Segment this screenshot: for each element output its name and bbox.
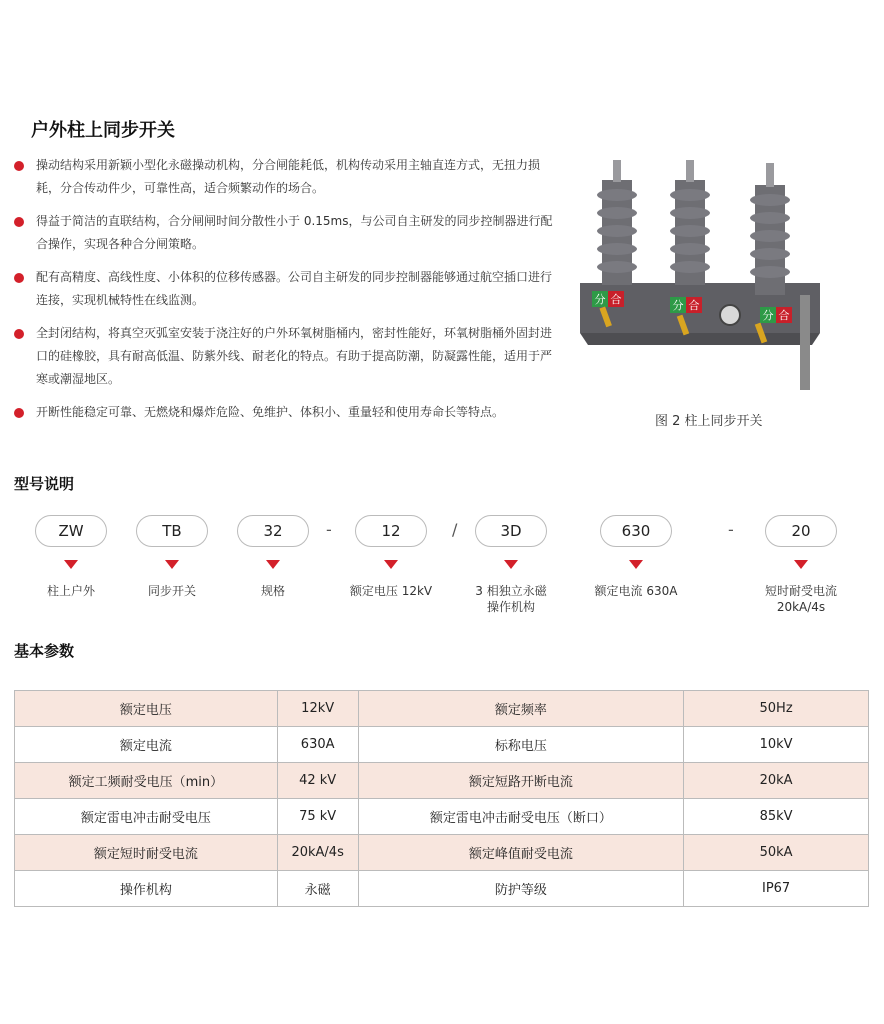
down-triangle-icon bbox=[165, 560, 179, 569]
list-item-text: 全封闭结构，将真空灭弧室安装于浇注好的户外环氧树脂桶内，密封性能好，环氧树脂桶外固封进口的硅橡胶，具有耐高低温、防紫外线、耐老化的特点。有助于提高防潮，防凝露性能，适用于严寒或潮湿地区。 bbox=[36, 326, 553, 386]
table-cell: 75 kV bbox=[277, 799, 358, 835]
model-code-630: 630 bbox=[600, 515, 672, 547]
list-item bbox=[14, 401, 554, 424]
open-label: 分 bbox=[594, 293, 606, 306]
list-item-text: 配有高精度、高线性度、小体积的位移传感器。公司自主研发的同步控制器能够通过航空插口进行连接，实现机械特性在线监测。 bbox=[36, 270, 553, 307]
table-cell: 额定短路开断电流 bbox=[358, 763, 684, 799]
model-desc-32: 规格 bbox=[260, 584, 285, 598]
table-cell: 额定雷电冲击耐受电压（断口） bbox=[358, 799, 684, 835]
table-cell: 20kA/4s bbox=[277, 835, 358, 871]
switch-product-image bbox=[580, 155, 820, 395]
open-close-label-3 bbox=[760, 307, 792, 323]
model-desc-tb: 同步开关 bbox=[147, 584, 196, 598]
insulator-pole-right bbox=[750, 163, 790, 295]
page-title: 户外柱上同步开关 bbox=[31, 120, 175, 141]
parameter-table bbox=[14, 690, 869, 907]
table-cell: 永磁 bbox=[277, 871, 358, 907]
table-cell: 85kV bbox=[684, 799, 869, 835]
table-cell: 20kA bbox=[684, 763, 869, 799]
table-cell: 50kA bbox=[684, 835, 869, 871]
insulator-pole-left bbox=[597, 160, 637, 285]
down-triangle-icon bbox=[504, 560, 518, 569]
open-close-label-2 bbox=[670, 297, 702, 313]
down-triangle-icon bbox=[384, 560, 398, 569]
model-desc-12: 额定电压 12kV bbox=[349, 584, 433, 598]
table-cell: 额定峰值耐受电流 bbox=[358, 835, 684, 871]
model-code-32: 32 bbox=[237, 515, 309, 547]
insulator-pole-middle bbox=[670, 160, 710, 285]
model-separator: - bbox=[326, 520, 332, 539]
table-cell: 额定雷电冲击耐受电压 bbox=[15, 799, 278, 835]
table-cell: 额定频率 bbox=[358, 691, 684, 727]
list-item bbox=[14, 322, 554, 391]
table-row bbox=[15, 799, 869, 835]
list-item bbox=[14, 210, 554, 256]
table-cell: 额定电流 bbox=[15, 727, 278, 763]
table-cell: 10kV bbox=[684, 727, 869, 763]
bullet-dot-icon bbox=[14, 273, 24, 283]
model-desc-20: 短时耐受电流 20kA/4s bbox=[764, 584, 837, 614]
model-code-12: 12 bbox=[355, 515, 427, 547]
table-cell: 标称电压 bbox=[358, 727, 684, 763]
table-cell: 额定电压 bbox=[15, 691, 278, 727]
down-triangle-icon bbox=[266, 560, 280, 569]
table-cell: 额定短时耐受电流 bbox=[15, 835, 278, 871]
list-item-text: 得益于简洁的直联结构，合分闸闸时间分散性小于 0.15ms，与公司自主研发的同步控制器进行配合操作，实现各种合分闸策略。 bbox=[36, 214, 553, 251]
table-row bbox=[15, 727, 869, 763]
down-triangle-icon bbox=[629, 560, 643, 569]
model-desc-630: 额定电流 630A bbox=[594, 584, 678, 598]
switch-housing-bottom bbox=[580, 333, 820, 345]
table-cell: 50Hz bbox=[684, 691, 869, 727]
table-cell: 额定工频耐受电压（min） bbox=[15, 763, 278, 799]
table-row bbox=[15, 871, 869, 907]
bullet-dot-icon bbox=[14, 161, 24, 171]
model-separator: - bbox=[728, 520, 734, 539]
model-code-zw: ZW bbox=[35, 515, 107, 547]
model-code-tb: TB bbox=[136, 515, 208, 547]
table-cell: 12kV bbox=[277, 691, 358, 727]
feature-list bbox=[14, 154, 554, 434]
open-label: 分 bbox=[672, 299, 684, 312]
table-cell: IP67 bbox=[684, 871, 869, 907]
table-cell: 操作机构 bbox=[15, 871, 278, 907]
bullet-dot-icon bbox=[14, 217, 24, 227]
model-code-3d: 3D bbox=[475, 515, 547, 547]
table-row bbox=[15, 763, 869, 799]
close-label: 合 bbox=[688, 299, 700, 312]
list-item-text: 开断性能稳定可靠、无燃烧和爆炸危险、免维护、体积小、重量轻和使用寿命长等特点。 bbox=[36, 405, 505, 419]
params-heading: 基本参数 bbox=[14, 642, 75, 660]
mounting-bracket bbox=[800, 295, 810, 390]
table-cell: 630A bbox=[277, 727, 358, 763]
table-row bbox=[15, 691, 869, 727]
bullet-dot-icon bbox=[14, 329, 24, 339]
open-label: 分 bbox=[762, 309, 774, 322]
model-heading: 型号说明 bbox=[14, 475, 75, 493]
table-row bbox=[15, 835, 869, 871]
list-item-text: 操动结构采用新颖小型化永磁操动机构，分合闸能耗低，机构传动采用主轴直连方式，无扭力损耗，分合传动件少，可靠性高，适合频繁动作的场合。 bbox=[36, 158, 541, 195]
figure-caption: 图 2 柱上同步开关 bbox=[655, 414, 763, 429]
table-cell: 防护等级 bbox=[358, 871, 684, 907]
model-desc-3d: 3 相独立永磁 操作机构 bbox=[475, 584, 547, 614]
list-item bbox=[14, 154, 554, 200]
bullet-dot-icon bbox=[14, 408, 24, 418]
close-label: 合 bbox=[778, 309, 790, 322]
model-code-20: 20 bbox=[765, 515, 837, 547]
model-desc-zw: 柱上户外 bbox=[46, 584, 95, 598]
open-close-label-1 bbox=[592, 291, 624, 307]
table-cell: 42 kV bbox=[277, 763, 358, 799]
close-label: 合 bbox=[610, 293, 622, 306]
gauge-icon bbox=[720, 305, 740, 325]
list-item bbox=[14, 266, 554, 312]
model-separator: / bbox=[452, 520, 458, 539]
down-triangle-icon bbox=[794, 560, 808, 569]
down-triangle-icon bbox=[64, 560, 78, 569]
